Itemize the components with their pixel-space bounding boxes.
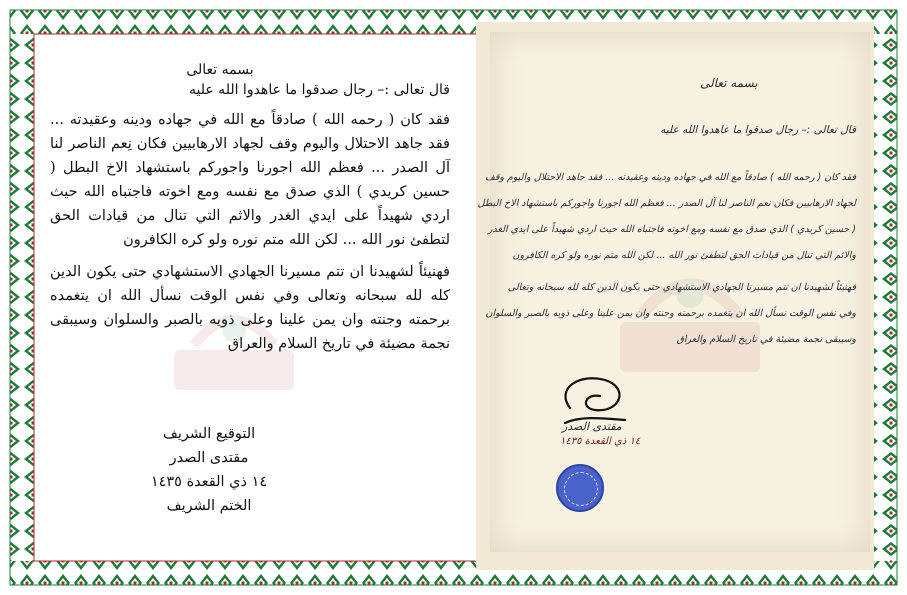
handwritten-line: فقد كان ( رحمه الله ) صادقاً مع الله في جهاده ودينه وعقيدته ... فقد جاهد الاحتلال واليوم وقف (484, 172, 856, 183)
handwritten-line: ( حسين كريدي ) الذي صدق مع نفسه ومع اخوته فاجتباه الله حيث اردي شهيداً على ايدي الغدر (487, 224, 856, 235)
handwritten-line: والاثم التي تنال من قيادات الحق لتطفئ نور الله ... لكن الله متم نوره ولو كره الكافرون (512, 250, 856, 261)
letter-date: ١٤ ذي القعدة ١٤٣٥ (150, 474, 268, 490)
basmala: بسمه تعالى (186, 62, 254, 78)
paragraph-1: فقد كان ( رحمه الله ) صادقاً مع الله في جهاده ودينه وعقيدته ... فقد جاهد الاحتلال واليوم وقف لجهاد الارهابيين فكان نِعم الناصر لنا آل الصدر ... فعظم الله اجورنا واجوركم باستشهاد الاخ البطل ( حسين كريدي ) الذي صدق مع نفسه ومع اخوته فاجتباه الله حيث اردي شهيداً على ايدي الغدر والاثم التي تنال من قيادات الحق لتطفئ نور الله ... لكن الله متم نوره ولو كره الكافرون (50, 112, 450, 248)
handwritten-line: وفي نفس الوقت نسأل الله ان يتغمده برحمته وجنته وان يمن علينا وعلى ذويه بالصبر والسلوان (485, 308, 856, 319)
handwritten-basmala: بسمه تعالى (700, 76, 758, 90)
letter-body (50, 62, 450, 364)
signature-block (139, 422, 279, 518)
seal-label: الختم الشريف (166, 498, 252, 514)
handwritten-line: وسيبقى نجمة مضيئة في تاريخ السلام والعراق (676, 334, 856, 345)
paragraph-2: فهنيئاً لشهيدنا ان تتم مسيرنا الجهادي الاستشهادي حتى يكون الدين كله لله سبحانه وتعالى وفي نفس الوقت نسأل الله ان يتغمده برحمته وجنته وان يمن علينا وعلى ذويه بالصبر والسلوان وسيبقى نجمة مضيئة في تاريخ السلام والعراق (50, 264, 450, 352)
handwritten-line: قال تعالى :– رجال صدقوا ما عاهدوا الله عليه (660, 124, 856, 136)
signature-label: التوقيع الشريف (162, 426, 256, 442)
handwritten-letter-photo (476, 22, 874, 570)
paper-sheet (477, 32, 870, 552)
official-seal-icon (556, 464, 604, 512)
handwritten-date: ١٤ ذي القعدة ١٤٣٥ (560, 436, 641, 447)
handwritten-line: لجهاد الارهابيين فكان نعم الناصر لنا آل الصدر ... فعظم الله اجورنا واجوركم باستشهاد الاخ البطل (477, 198, 856, 209)
handwritten-signer: مقتدى الصدر (562, 420, 622, 433)
typed-letter-panel (44, 40, 476, 560)
handwritten-line: فهنيئاً لشهيدنا ان تتم مسيرنا الجهادي الاستشهادي حتى يكون الدين كله لله سبحانه وتعالى (507, 282, 856, 293)
signer-name: مقتدى الصدر (169, 450, 249, 466)
quran-quote: قال تعالى :– رجال صدقوا ما عاهدوا الله عليه (189, 82, 450, 98)
